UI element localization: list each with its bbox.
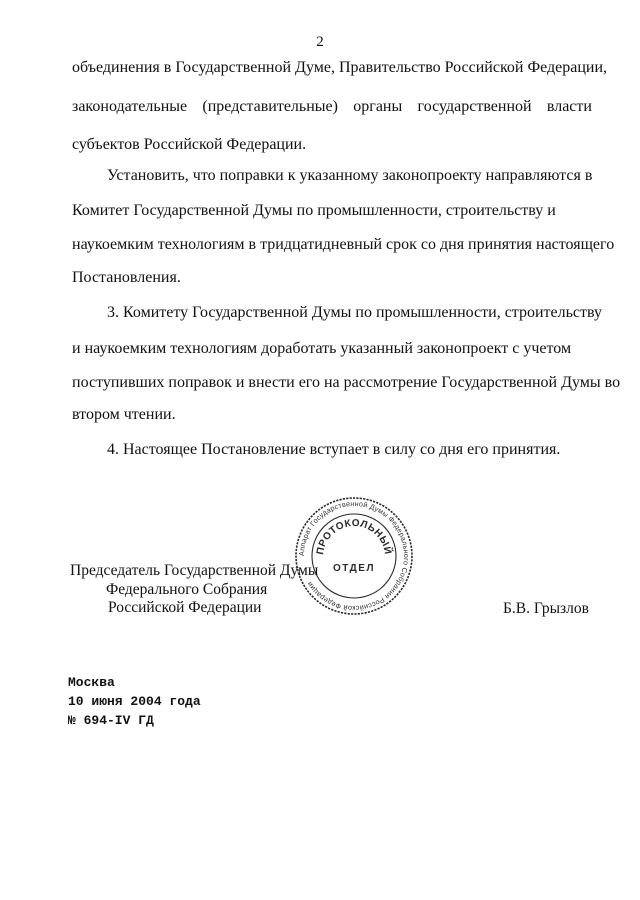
body-line-2	[72, 97, 592, 117]
word: власти	[546, 98, 592, 115]
svg-text:Аппарат Государственной Думы Ф	[297, 499, 411, 613]
stamp-inner-bottom: ОТДЕЛ	[333, 563, 375, 574]
signatory-name: Б.В. Грызлов	[503, 600, 589, 617]
body-line-4: Установить, что поправки к указанному законопроекту направляются в	[107, 167, 593, 184]
body-line-5: Комитет Государственной Думы по промышленности, строительству и	[72, 202, 556, 219]
signature-title-line2: Федерального Собрания	[106, 581, 268, 598]
body-line-1: объединения в Государственной Думе, Правительство Российской Федерации,	[72, 59, 608, 76]
body-line-3: субъектов Российской Федерации.	[72, 136, 307, 153]
signature-title-line1: Председатель Государственной Думы	[70, 562, 319, 579]
word: (представительные)	[202, 98, 338, 115]
word: государственной	[417, 98, 532, 115]
official-stamp	[293, 495, 415, 617]
body-line-10: поступивших поправок и внести его на рассмотрение Государственной Думы во	[72, 374, 621, 391]
word: органы	[353, 98, 403, 115]
body-line-9: и наукоемким технологиям доработать указанный законопроект с учетом	[72, 340, 572, 357]
footer-city: Москва	[68, 675, 115, 690]
footer-number: № 694-IV ГД	[68, 713, 154, 728]
body-line-6: наукоемким технологиям в тридцатидневный срок со дня принятия настоящего	[72, 236, 615, 253]
signature-title-line3: Российской Федерации	[108, 599, 262, 616]
body-line-11: втором чтении.	[72, 406, 176, 423]
body-line-12: 4. Настоящее Постановление вступает в силу со дня его принятия.	[107, 441, 561, 458]
stamp-outer-text: Аппарат Государственной Думы Федерального Собрания Российской Федерации	[296, 498, 412, 614]
body-line-7: Постановления.	[72, 269, 181, 286]
body-line-8: 3. Комитету Государственной Думы по промышленности, строительству	[107, 304, 603, 321]
word: законодательные	[72, 98, 188, 115]
footer-date: 10 июня 2004 года	[68, 694, 201, 709]
stamp-inner-top: ПРОТОКОЛЬНЫЙ	[314, 517, 394, 556]
page-number: 2	[316, 34, 324, 50]
